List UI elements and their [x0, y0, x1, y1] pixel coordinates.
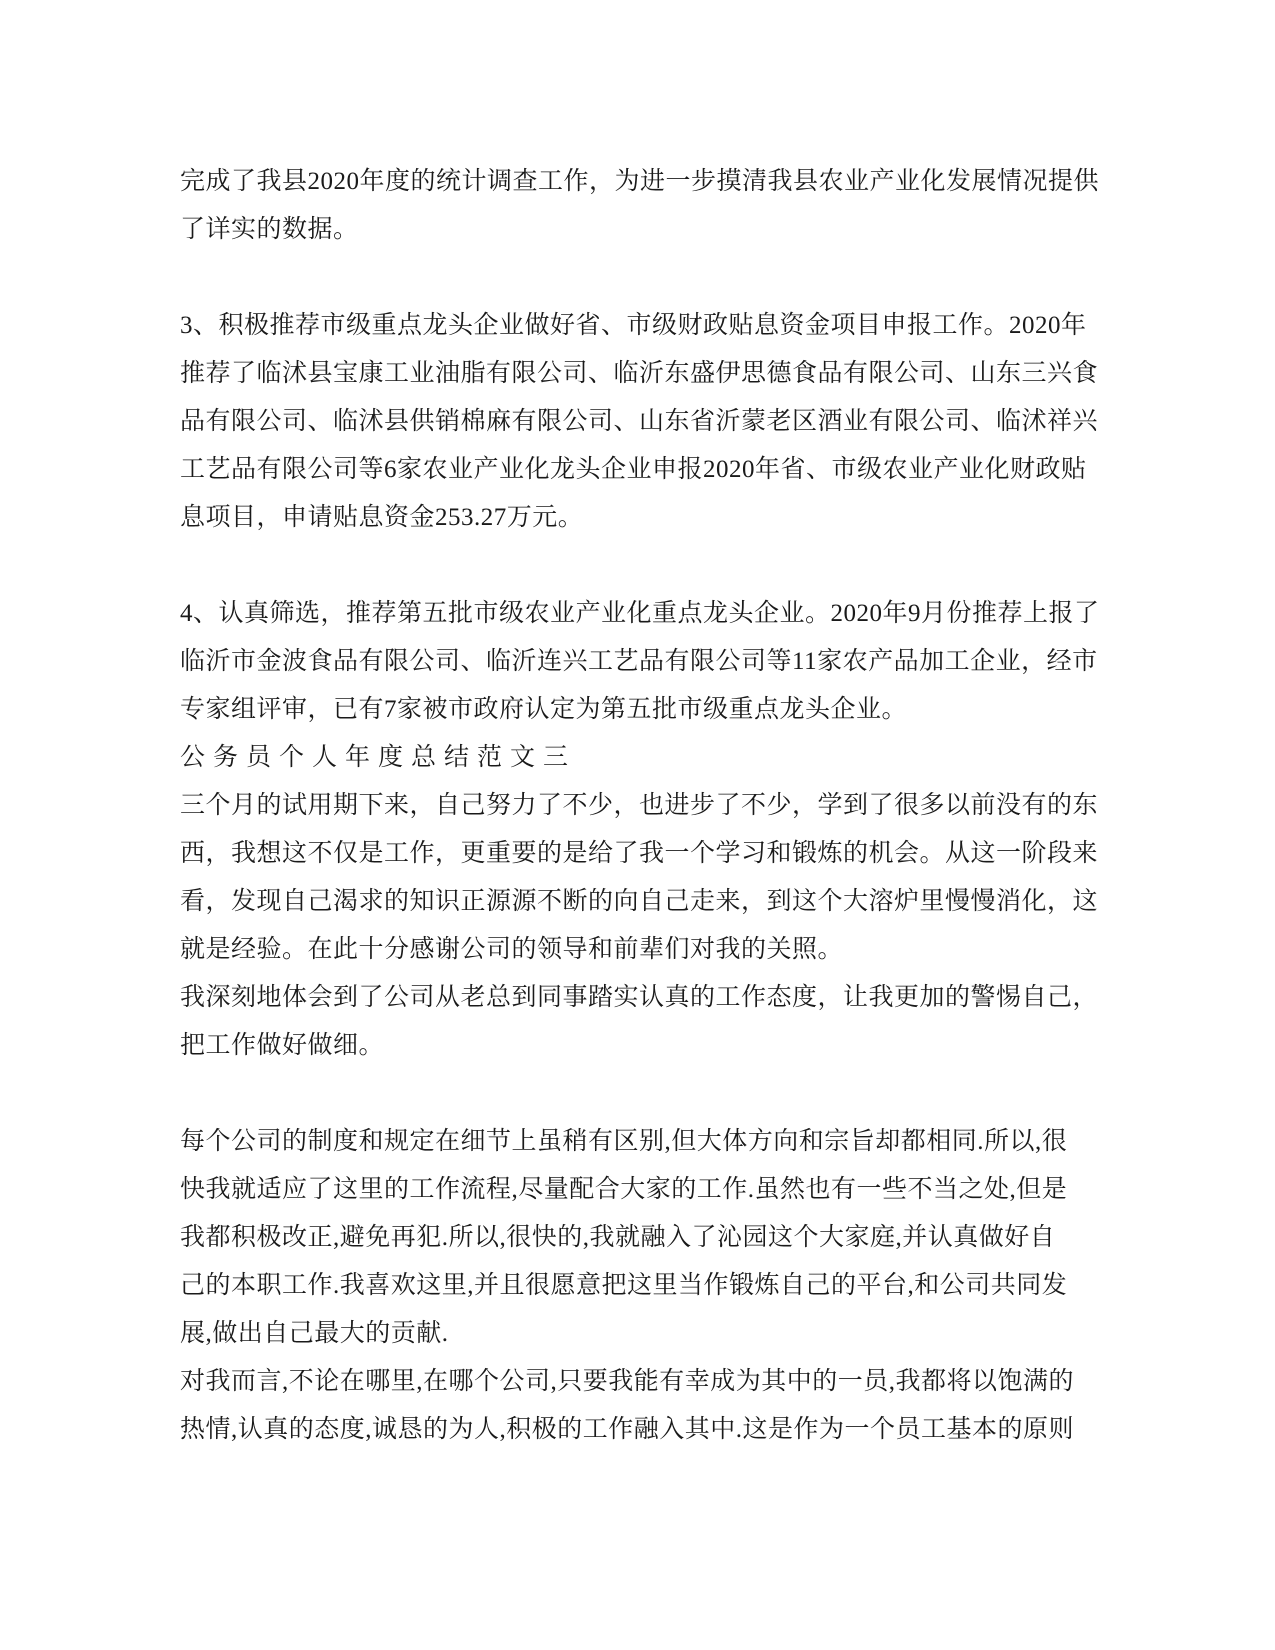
text-line: 每个公司的制度和规定在细节上虽稍有区别,但大体方向和宗旨却都相同.所以,很: [180, 1128, 1068, 1155]
text-line: 展,做出自己最大的贡献.: [180, 1320, 449, 1347]
section-title-essay-3: [180, 734, 1110, 782]
text-line: 工艺品有限公司等6家农业产业化龙头企业申报2020年省、市级农业产业化财政贴: [180, 456, 1087, 483]
text-line: 专家组评审，已有7家被市政府认定为第五批市级重点龙头企业。: [180, 696, 908, 723]
paragraph-personal-principle: [180, 1358, 1110, 1454]
text-line: 了详实的数据。: [180, 216, 359, 243]
paragraph-company-rules-adaptation: [180, 1118, 1110, 1358]
text-line: 3、积极推荐市级重点龙头企业做好省、市级财政贴息资金项目申报工作。2020年: [180, 312, 1087, 339]
paragraph-probation-reflection: [180, 782, 1110, 974]
paragraph-item-3-subsidy-projects: [180, 302, 1110, 542]
paragraph-survey-result: [180, 158, 1110, 254]
text-line: 己的本职工作.我喜欢这里,并且很愿意把这里当作锻炼自己的平台,和公司共同发: [180, 1272, 1068, 1299]
text-line: 4、认真筛选，推荐第五批市级农业产业化重点龙头企业。2020年9月份推荐上报了: [180, 600, 1100, 627]
text-line: 看，发现自己渴求的知识正源源不断的向自己走来，到这个大溶炉里慢慢消化，这: [180, 888, 1099, 915]
text-line: 西，我想这不仅是工作，更重要的是给了我一个学习和锻炼的机会。从这一阶段来: [180, 840, 1099, 867]
section-title-text: 公务员个人年度总结范文三: [180, 744, 577, 771]
text-line: 完成了我县2020年度的统计调查工作，为进一步摸清我县农业产业化发展情况提供: [180, 168, 1100, 195]
text-line: 对我而言,不论在哪里,在哪个公司,只要我能有幸成为其中的一员,我都将以饱满的: [180, 1368, 1075, 1395]
text-line: 三个月的试用期下来，自己努力了不少，也进步了不少，学到了很多以前没有的东: [180, 792, 1099, 819]
document-text-block: [180, 158, 1110, 1454]
paragraph-item-4-leading-enterprises: [180, 590, 1110, 734]
text-line: 品有限公司、临沭县供销棉麻有限公司、山东省沂蒙老区酒业有限公司、临沭祥兴: [180, 408, 1099, 435]
text-line: 就是经验。在此十分感谢公司的领导和前辈们对我的关照。: [180, 936, 844, 963]
text-line: 临沂市金波食品有限公司、临沂连兴工艺品有限公司等11家农产品加工企业，经市: [180, 648, 1098, 675]
text-line: 快我就适应了这里的工作流程,尽量配合大家的工作.虽然也有一些不当之处,但是: [180, 1176, 1068, 1203]
text-line: 推荐了临沭县宝康工业油脂有限公司、临沂东盛伊思德食品有限公司、山东三兴食: [180, 360, 1099, 387]
text-line: 把工作做好做细。: [180, 1032, 385, 1059]
text-line: 我深刻地体会到了公司从老总到同事踏实认真的工作态度，让我更加的警惕自己，: [180, 984, 1099, 1011]
text-line: 息项目，申请贴息资金253.27万元。: [180, 504, 584, 531]
text-line: 我都积极改正,避免再犯.所以,很快的,我就融入了沁园这个大家庭,并认真做好自: [180, 1224, 1056, 1251]
paragraph-work-attitude: [180, 974, 1110, 1070]
text-line: 热情,认真的态度,诚恳的为人,积极的工作融入其中.这是作为一个员工基本的原则: [180, 1416, 1075, 1443]
